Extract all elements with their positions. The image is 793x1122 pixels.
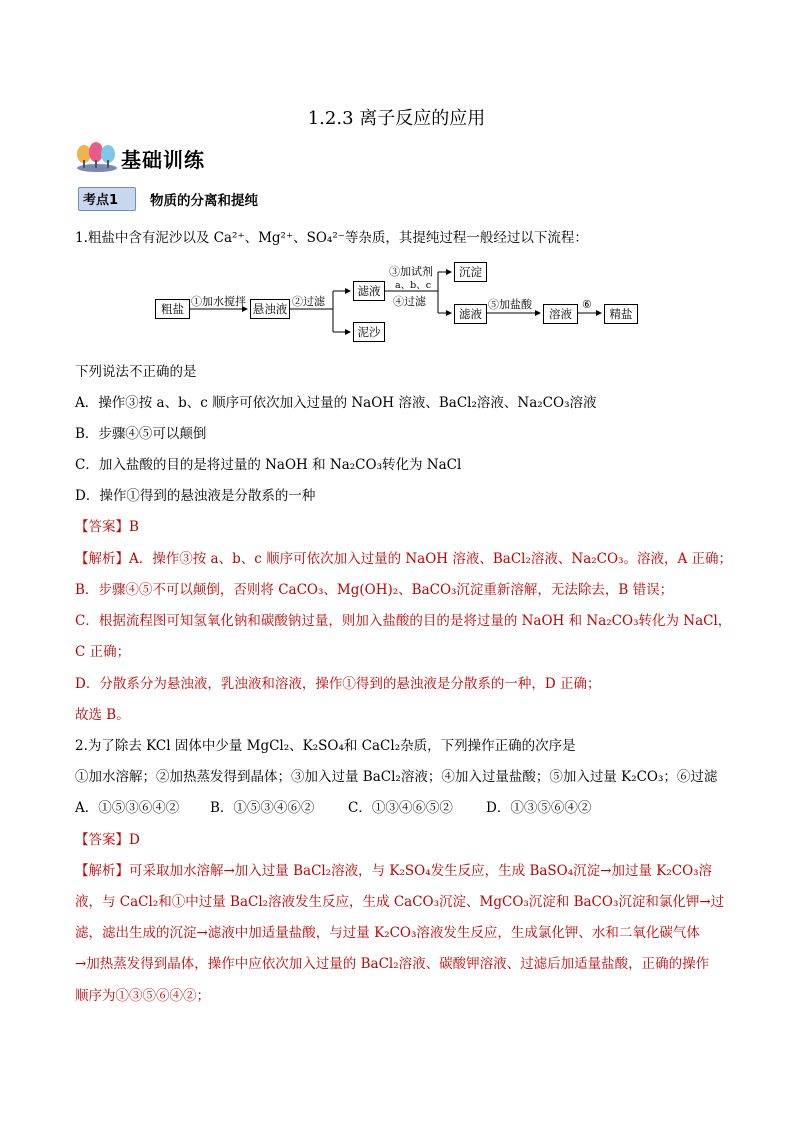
q2-analysis-tag: 【解析】 — [75, 863, 129, 879]
q2-analysis-line-1 — [75, 861, 712, 881]
flow-filtrate-a: 滤液 — [353, 281, 385, 301]
q1-option-c: C．加入盐酸的目的是将过量的 NaOH 和 Na₂CO₃转化为 NaCl — [75, 457, 462, 473]
kaodian-title: 物质的分离和提纯 — [150, 193, 258, 209]
flow-refined-salt: 精盐 — [604, 304, 638, 324]
flow-step5-label: ⑤加盐酸 — [488, 298, 532, 311]
q1-analysis-line-2: B．步骤④⑤不可以颠倒，否则将 CaCO₃、Mg(OH)₂、BaCO₃沉淀重新溶解，无法除去，B 错误； — [75, 582, 674, 598]
q2-option-a: A．①⑤③⑥④② — [75, 800, 180, 816]
flow-solution: 溶液 — [543, 304, 578, 324]
q1-analysis-line-4: C 正确； — [75, 644, 131, 660]
q1-option-a: A．操作③按 a、b、c 顺序可依次加入过量的 NaOH 溶液、BaCl₂溶液、Na₂CO₃溶液 — [75, 395, 597, 411]
q1-analysis-tag: 【解析】 — [75, 551, 129, 567]
q1-analysis-line-3: C．根据流程图可知氢氧化钠和碳酸钠过量，则加入盐酸的目的是将过量的 NaOH 和 Na₂CO₃转化为 NaCl， — [75, 613, 732, 629]
q2-option-c: C．①③④⑥⑤② — [348, 800, 453, 816]
q2-analysis-line-5: 顺序为①③⑤⑥④②； — [75, 988, 210, 1004]
flow-suspension: 悬浊液 — [250, 299, 290, 319]
flow-step4-label: ④过滤 — [393, 295, 426, 308]
q2-analysis-text-1: 可采取加水溶解→加入过量 BaCl₂溶液，与 K₂SO₄发生反应，生成 BaSO₄沉淀→加过量 K₂CO₃溶 — [129, 863, 713, 879]
q1-stem: 1.粗盐中含有泥沙以及 Ca²⁺、Mg²⁺、SO₄²⁻等杂质，其提纯过程一般经过以下流程： — [75, 230, 588, 246]
q2-analysis-line-3: 滤，滤出生成的沉淀→滤液中加适量盐酸，与过量 K₂CO₃溶液发生反应，生成氯化钾、水和二氧化碳气体 — [75, 925, 700, 941]
kaodian-label: 考点1 — [83, 193, 119, 208]
q2-steps: ①加水溶解；②加热蒸发得到晶体；③加入过量 BaCl₂溶液；④加入过量盐酸；⑤加入过量 K₂CO₃；⑥过滤 — [75, 769, 718, 785]
q1-answer: 【答案】B — [75, 519, 139, 535]
flow-step2-label: ②过滤 — [292, 295, 325, 308]
q2-analysis-line-4: →加热蒸发得到晶体，操作中应依次加入过量的 BaCl₂溶液、碳酸钾溶液、过滤后加适量盐酸，正确的操作 — [75, 956, 710, 972]
flow-step3-label: ③加试剂 — [389, 265, 433, 278]
q1-analysis-text-1: A．操作③按 a、b、c 顺序可依次加入过量的 NaOH 溶液、BaCl₂溶液、Na₂CO₃。溶液，A 正确； — [129, 551, 733, 567]
flow-step6-label: ⑥ — [582, 298, 592, 311]
flow-step1-label: ①加水搅拌 — [191, 295, 246, 308]
q1-conclusion: 故选 B。 — [75, 707, 130, 723]
q1-option-d: D．操作①得到的悬浊液是分散系的一种 — [75, 488, 316, 504]
section-banner: 基础训练 — [121, 148, 205, 172]
q1-option-b: B．步骤④⑤可以颠倒 — [75, 426, 207, 442]
q2-stem: 2.为了除去 KCl 固体中少量 MgCl₂、K₂SO₄和 CaCl₂杂质，下列操作正确的次序是 — [75, 738, 576, 754]
document-title: 1.2.3 离子反应的应用 — [307, 108, 486, 129]
q2-analysis-line-2: 液，与 CaCl₂和①中过量 BaCl₂溶液发生反应，生成 CaCO₃沉淀、MgCO₃沉淀和 BaCO₃沉淀和氯化钾→过 — [75, 894, 725, 910]
flow-crude-salt: 粗盐 — [155, 299, 190, 319]
flow-sand: 泥沙 — [353, 322, 385, 342]
flow-precipitate: 沉淀 — [454, 262, 487, 282]
q1-prompt: 下列说法不正确的是 — [75, 364, 197, 380]
q1-analysis-line-1 — [75, 549, 732, 569]
flow-filtrate-b: 滤液 — [454, 304, 487, 324]
q2-option-d: D．①③⑤⑥④② — [486, 800, 592, 816]
flow-step3-reagents: a、b、c — [395, 280, 432, 291]
q2-answer: 【答案】D — [75, 832, 140, 848]
q2-option-b: B．①⑤③④⑥② — [210, 800, 315, 816]
q1-analysis-line-5: D．分散系分为悬浊液，乳浊液和溶液，操作①得到的悬浊液是分散系的一种，D 正确； — [75, 676, 601, 692]
